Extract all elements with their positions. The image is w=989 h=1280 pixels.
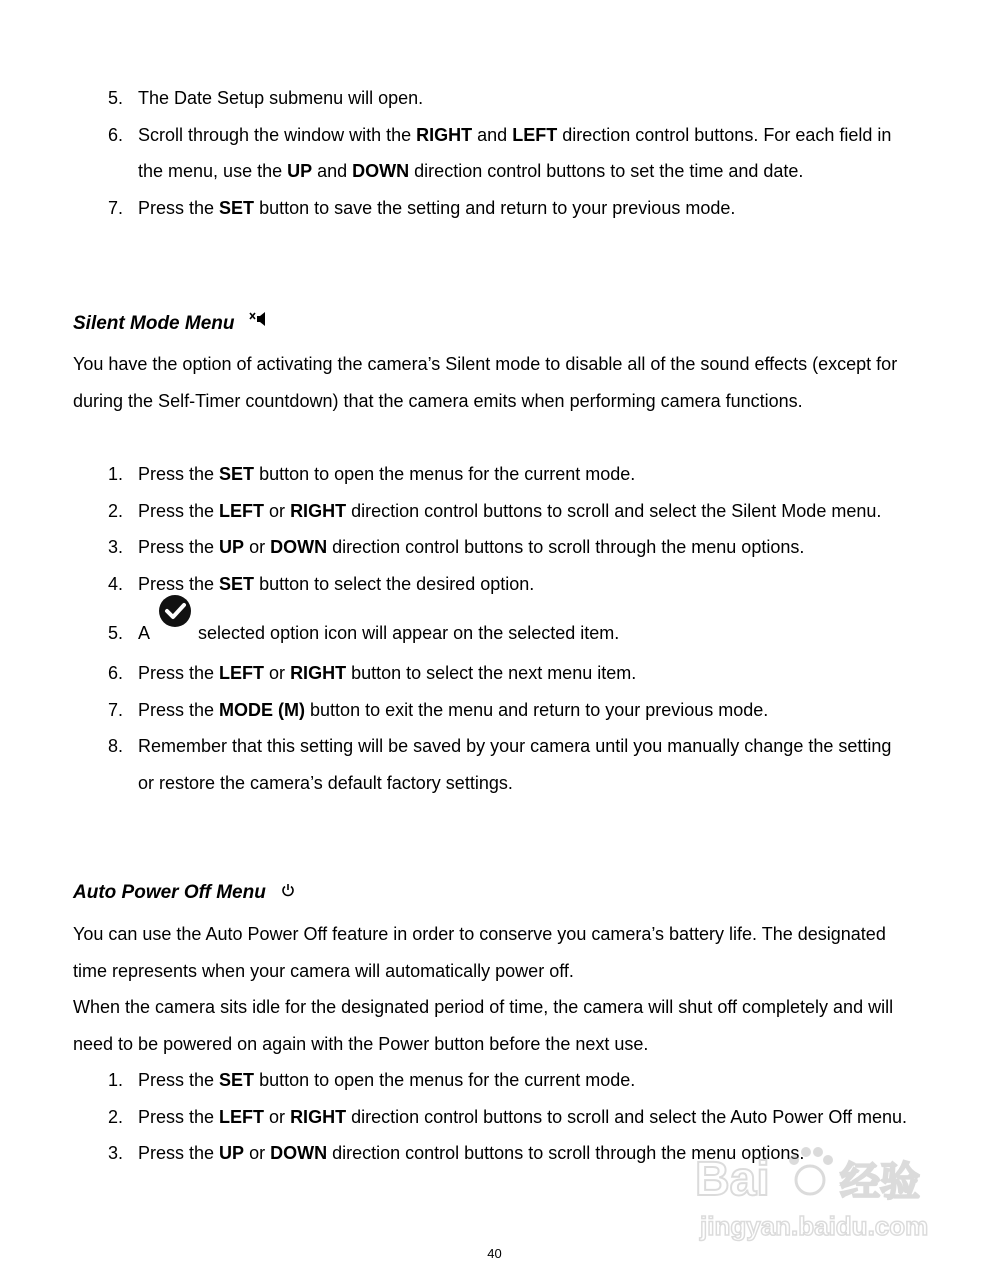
- baidu-watermark: [690, 1140, 940, 1250]
- watermark-url: jingyan.baidu.com: [700, 1211, 929, 1241]
- silent-mode-steps: [0, 456, 989, 801]
- checkmark-icon: [158, 594, 192, 647]
- step-number: 6.: [108, 124, 124, 145]
- list-item: 4. Press the SET button to select the desired option.: [108, 573, 535, 594]
- list-item: 5. A selected option icon will appear on the selected item.: [0, 602, 989, 655]
- list-item: 6. Scroll through the window with the RIGHT and LEFT direction control buttons. For each field in the menu, use the UP and DOWN direction control buttons to set the time and date.: [0, 117, 989, 190]
- step-number: 7.: [108, 197, 124, 218]
- list-item: 7. Press the SET button to save the setting and return to your previous mode.: [0, 190, 989, 227]
- watermark-text-bai: Bai: [695, 1153, 770, 1206]
- list-item: 2. Press the LEFT or RIGHT direction control buttons to scroll and select the Auto Power Off menu.: [108, 1106, 908, 1127]
- list-item: 1. Press the SET button to open the menus for the current mode.: [108, 464, 636, 484]
- list-item: 3. Press the UP or DOWN direction control buttons to scroll through the menu options.: [108, 537, 805, 557]
- paw-icon: [789, 1147, 833, 1194]
- auto-power-off-intro: You can use the Auto Power Off feature in order to conserve you camera’s battery life. The designated time represents when your camera will automatically power off.: [73, 924, 886, 981]
- page-number: 40: [487, 1246, 502, 1261]
- list-item: 1. Press the SET button to open the menus for the current mode.: [108, 1070, 636, 1090]
- power-icon: [280, 878, 296, 908]
- step-number: 5.: [108, 88, 124, 108]
- date-setup-steps: [0, 80, 989, 226]
- silent-mode-heading: Silent Mode Menu: [73, 309, 267, 339]
- speaker-mute-icon: [249, 309, 267, 339]
- auto-power-off-heading: Auto Power Off Menu: [73, 878, 296, 908]
- silent-mode-intro: You have the option of activating the camera’s Silent mode to disable all of the sound effects (except for during the Self-Timer countdown) that the camera emits when performing camera functions.: [73, 354, 898, 411]
- watermark-text-jingyan: 经验: [840, 1159, 920, 1205]
- list-item: 6. Press the LEFT or RIGHT button to select the next menu item.: [108, 663, 637, 683]
- list-item: 2. Press the LEFT or RIGHT direction control buttons to scroll and select the Silent Mode menu.: [108, 500, 882, 521]
- list-item: 7. Press the MODE (M) button to exit the menu and return to your previous mode.: [108, 699, 769, 720]
- auto-power-off-intro-2: When the camera sits idle for the designated period of time, the camera will shut off completely and will need to be powered on again with the Power button before the next use.: [73, 997, 894, 1054]
- list-item: 3. Press the UP or DOWN direction control buttons to scroll through the menu options.: [108, 1143, 805, 1163]
- list-item: 8. Remember that this setting will be saved by your camera until you manually change the setting or restore the camera’s default factory settings.: [108, 736, 892, 793]
- list-item: 5. The Date Setup submenu will open.: [0, 80, 989, 117]
